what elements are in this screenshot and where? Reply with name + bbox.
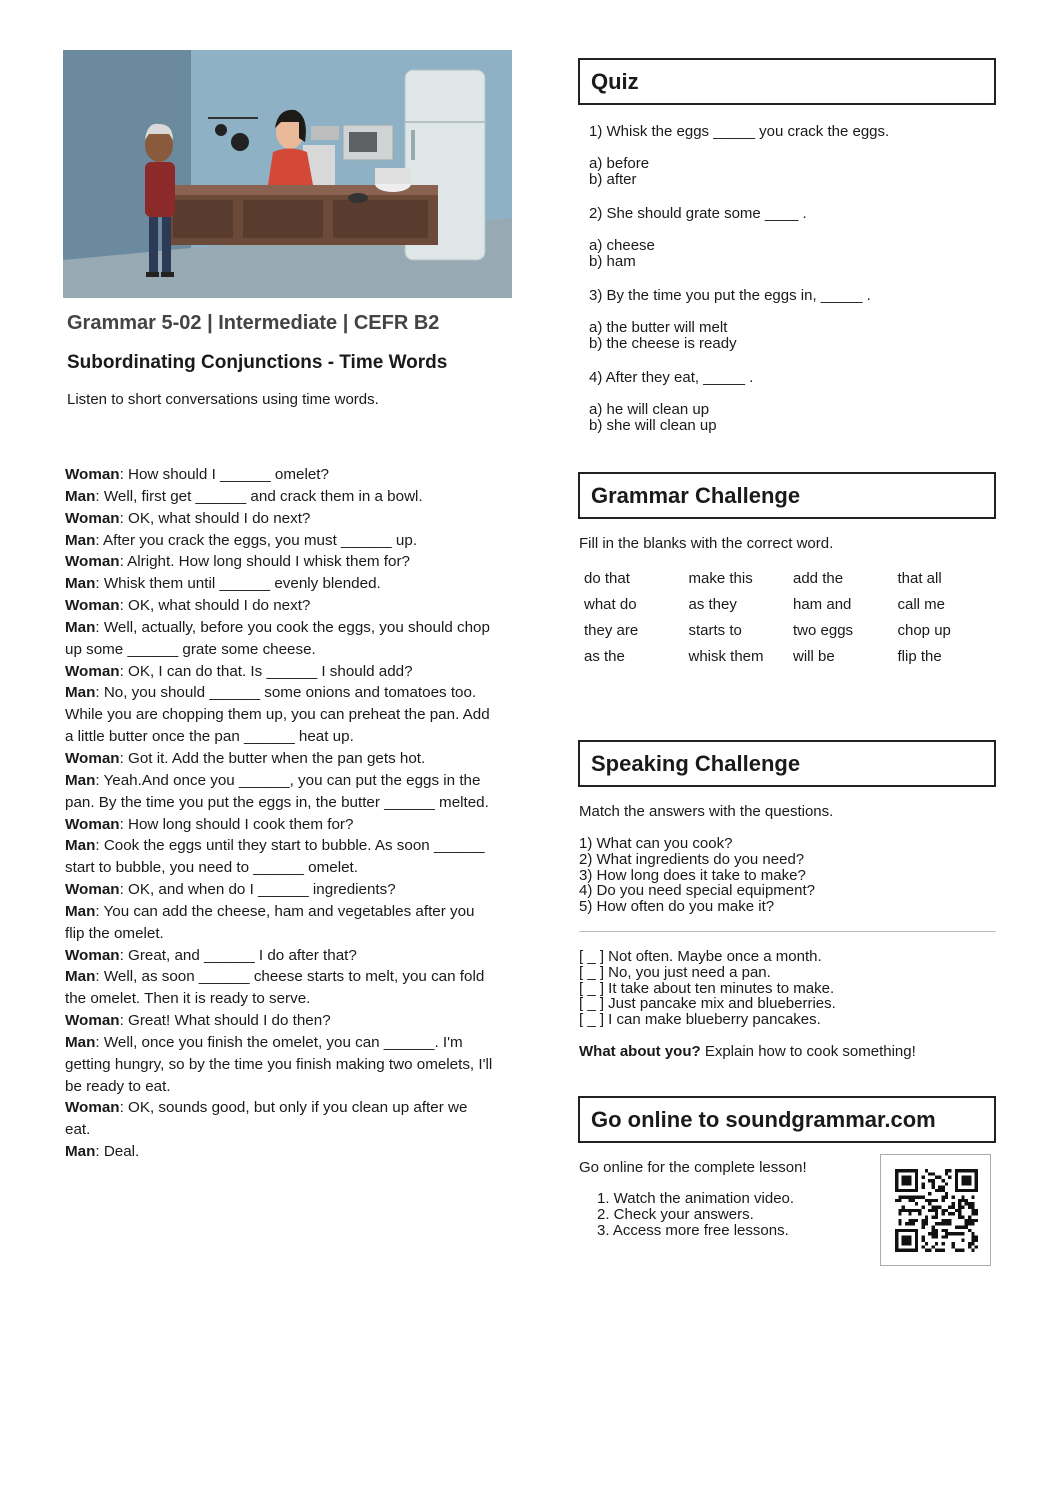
dialogue-text: : Whisk them until ______ evenly blended. xyxy=(95,575,381,593)
speaking-question: 2) What ingredients do you need? xyxy=(579,850,805,868)
quiz-questions xyxy=(589,123,989,434)
dialogue-text: flip the omelet. xyxy=(65,924,164,942)
speaker-name: Woman xyxy=(65,1012,120,1030)
speaking-answer: [ _ ] Not often. Maybe once a month. xyxy=(579,948,822,965)
dialogue-text: getting hungry, so by the time you finish making two omelets, I'll xyxy=(65,1055,493,1073)
word-bank-item: two eggs xyxy=(793,622,854,639)
dialogue-text: While you are chopping them up, you can preheat the pan. Add xyxy=(65,706,490,724)
word-bank-item: chop up xyxy=(897,622,951,639)
dialogue-text: be ready to eat. xyxy=(65,1077,171,1095)
word-bank-item: do that xyxy=(584,570,630,587)
dialogue-line xyxy=(65,835,517,857)
word-bank-item: as the xyxy=(584,648,625,665)
dialogue-line xyxy=(65,551,517,573)
quiz-option: b) ham xyxy=(589,253,636,270)
dialogue-line xyxy=(65,923,517,945)
dialogue-text: : You can add the cheese, ham and vegetables after you xyxy=(95,902,475,920)
word-bank xyxy=(584,568,1004,672)
dialogue-line xyxy=(65,1076,517,1098)
speaking-question: 4) Do you need special equipment? xyxy=(579,882,815,900)
speaking-answer: [ _ ] I can make blueberry pancakes. xyxy=(579,1011,821,1029)
dialogue-line xyxy=(65,573,517,595)
quiz-question: 2) She should grate some ____ . xyxy=(589,205,807,222)
speaker-name: Woman xyxy=(65,749,120,767)
dialogue-text: : OK, sounds good, but only if you clean up after we xyxy=(119,1099,468,1117)
quiz-heading: Quiz xyxy=(578,58,996,105)
dialogue-line xyxy=(65,792,517,814)
word-bank-item: call me xyxy=(897,596,946,613)
dialogue-text: : Well, as soon ______ cheese starts to melt, you can fold xyxy=(95,968,485,986)
speaking-challenge-instruction: Match the answers with the questions. xyxy=(579,803,834,820)
lesson-intro: Listen to short conversations using time words. xyxy=(67,391,379,408)
dialogue-line xyxy=(65,988,517,1010)
dialogue-line xyxy=(65,1141,517,1163)
speaking-question: 3) How long does it take to make? xyxy=(579,866,806,884)
dialogue-line xyxy=(65,639,517,661)
dialogue-text: pan. By the time you put the eggs in, the butter ______ melted. xyxy=(65,793,489,811)
quiz-option: b) after xyxy=(589,171,637,188)
dialogue-transcript xyxy=(65,464,517,1163)
dialogue-line xyxy=(65,486,517,508)
speaking-prompt-bold: What about you? xyxy=(579,1043,701,1060)
speaker-name: Man xyxy=(65,487,96,505)
speaking-prompt-text: Explain how to cook something! xyxy=(700,1043,916,1060)
dialogue-line xyxy=(65,857,517,879)
dialogue-line xyxy=(65,1032,517,1054)
dialogue-line xyxy=(65,814,517,836)
speaker-name: Woman xyxy=(65,466,120,483)
speaker-name: Woman xyxy=(65,815,120,833)
dialogue-line xyxy=(65,704,517,726)
word-bank-item: make this xyxy=(688,570,753,587)
lesson-code: Grammar 5-02 | Intermediate | CEFR B2 xyxy=(67,312,440,334)
speaking-question: 1) What can you cook? xyxy=(579,835,733,852)
speaking-question: 5) How often do you make it? xyxy=(579,898,775,916)
word-bank-item: as they xyxy=(688,596,737,613)
dialogue-line xyxy=(65,1119,517,1141)
dialogue-text: : Well, once you finish the omelet, you can ______. I'm xyxy=(95,1033,463,1051)
dialogue-line xyxy=(65,508,517,530)
dialogue-text: : Alright. How long should I whisk them for? xyxy=(119,553,410,571)
dialogue-text: the omelet. Then it is ready to serve. xyxy=(65,990,311,1008)
word-bank-item: starts to xyxy=(688,622,742,639)
word-bank-item: will be xyxy=(793,648,835,665)
dialogue-text: : Yeah.And once you ______, you can put the eggs in the xyxy=(95,771,481,789)
dialogue-text: : OK, I can do that. Is ______ I should add? xyxy=(119,662,413,680)
dialogue-text: : Cook the eggs until they start to bubble. As soon ______ xyxy=(95,837,485,855)
dialogue-line xyxy=(65,966,517,988)
dialogue-line xyxy=(65,595,517,617)
word-bank-row xyxy=(584,594,1004,620)
speaker-name: Man xyxy=(65,902,96,920)
lesson-title: Subordinating Conjunctions - Time Words xyxy=(67,352,448,373)
quiz-question: 4) After they eat, _____ . xyxy=(589,369,754,386)
speaking-prompt xyxy=(579,1043,916,1060)
speaker-name: Woman xyxy=(65,946,120,964)
speaker-name: Man xyxy=(65,684,96,702)
dialogue-line xyxy=(65,1097,517,1119)
speaker-name: Man xyxy=(65,771,96,789)
speaker-name: Man xyxy=(65,575,96,593)
dialogue-line xyxy=(65,945,517,967)
quiz-question: 1) Whisk the eggs _____ you crack the eggs. xyxy=(589,123,890,140)
dialogue-text: up some ______ grate some cheese. xyxy=(65,640,316,658)
dialogue-text: a little butter once the pan ______ heat up. xyxy=(65,728,354,746)
dialogue-text: : No, you should ______ some onions and tomatoes too. xyxy=(95,684,477,702)
speaking-answers xyxy=(579,949,836,1028)
go-online-step: 2. Check your answers. xyxy=(597,1205,754,1223)
dialogue-line xyxy=(65,901,517,923)
speaking-answer: [ _ ] No, you just need a pan. xyxy=(579,963,771,981)
word-bank-item: ham and xyxy=(793,596,852,613)
quiz-option: b) the cheese is ready xyxy=(589,335,737,352)
word-bank-item: that all xyxy=(897,570,942,587)
speaker-name: Woman xyxy=(65,662,120,680)
speaker-name: Man xyxy=(65,837,96,855)
dialogue-line xyxy=(65,748,517,770)
dialogue-text: : OK, what should I do next? xyxy=(119,509,311,527)
kitchen-illustration xyxy=(63,50,512,298)
speaker-name: Woman xyxy=(65,1099,120,1117)
dialogue-text: : How should I ______ omelet? xyxy=(119,466,329,483)
dialogue-text: : Great, and ______ I do after that? xyxy=(119,946,357,964)
dialogue-text: : OK, what should I do next? xyxy=(119,597,311,615)
dialogue-line xyxy=(65,617,517,639)
speaker-name: Man xyxy=(65,1033,96,1051)
go-online-heading[interactable]: Go online to soundgrammar.com xyxy=(578,1096,996,1143)
dialogue-line xyxy=(65,879,517,901)
dialogue-line xyxy=(65,1010,517,1032)
speaker-name: Man xyxy=(65,618,96,636)
go-online-steps xyxy=(597,1191,794,1238)
quiz-option: b) she will clean up xyxy=(589,417,717,434)
dialogue-text: eat. xyxy=(65,1121,91,1139)
speaker-name: Man xyxy=(65,1143,96,1161)
speaker-name: Woman xyxy=(65,597,120,615)
dialogue-text: start to bubble, you need to ______ omelet. xyxy=(65,859,358,877)
dialogue-text: : Well, first get ______ and crack them in a bowl. xyxy=(95,487,423,505)
speaker-name: Woman xyxy=(65,553,120,571)
dialogue-text: : Great! What should I do then? xyxy=(119,1012,331,1030)
go-online-intro: Go online for the complete lesson! xyxy=(579,1159,807,1176)
dialogue-line xyxy=(65,1054,517,1076)
word-bank-item: whisk them xyxy=(688,648,764,665)
quiz-option: a) cheese xyxy=(589,237,655,254)
word-bank-row xyxy=(584,568,1004,594)
speaking-questions xyxy=(579,836,815,915)
dialogue-line xyxy=(65,682,517,704)
dialogue-line xyxy=(65,770,517,792)
speaking-answer: [ _ ] Just pancake mix and blueberries. xyxy=(579,995,836,1013)
quiz-option: a) the butter will melt xyxy=(589,319,728,336)
dialogue-text: : How long should I cook them for? xyxy=(119,815,354,833)
word-bank-item: flip the xyxy=(897,648,942,665)
speaking-answer: [ _ ] It take about ten minutes to make. xyxy=(579,979,835,997)
speaker-name: Woman xyxy=(65,881,120,899)
dialogue-text: : OK, and when do I ______ ingredients? xyxy=(119,881,396,899)
dialogue-text: : Got it. Add the butter when the pan gets hot. xyxy=(119,749,426,767)
dialogue-text: : Deal. xyxy=(95,1143,140,1161)
word-bank-item: they are xyxy=(584,622,639,639)
speaker-name: Woman xyxy=(65,509,120,527)
speaker-name: Man xyxy=(65,968,96,986)
dialogue-line xyxy=(65,464,517,486)
speaker-name: Man xyxy=(65,531,96,549)
speaking-challenge-heading: Speaking Challenge xyxy=(578,740,996,787)
word-bank-item: add the xyxy=(793,570,844,587)
dialogue-line xyxy=(65,661,517,683)
go-online-step: 1. Watch the animation video. xyxy=(597,1190,795,1207)
dialogue-line xyxy=(65,530,517,552)
dialogue-text: : Well, actually, before you cook the eggs, you should chop xyxy=(95,618,490,636)
word-bank-row xyxy=(584,620,1004,646)
quiz-option: a) before xyxy=(589,155,650,172)
dialogue-line xyxy=(65,726,517,748)
grammar-challenge-heading: Grammar Challenge xyxy=(578,472,996,519)
grammar-challenge-instruction: Fill in the blanks with the correct word. xyxy=(579,535,834,552)
word-bank-row xyxy=(584,646,1004,672)
go-online-step: 3. Access more free lessons. xyxy=(597,1221,789,1239)
divider xyxy=(579,931,996,932)
qr-code-icon[interactable] xyxy=(880,1154,991,1266)
word-bank-item: what do xyxy=(584,596,637,613)
quiz-option: a) he will clean up xyxy=(589,401,710,418)
dialogue-text: : After you crack the eggs, you must ______ up. xyxy=(95,531,418,549)
quiz-question: 3) By the time you put the eggs in, _____ . xyxy=(589,287,871,304)
